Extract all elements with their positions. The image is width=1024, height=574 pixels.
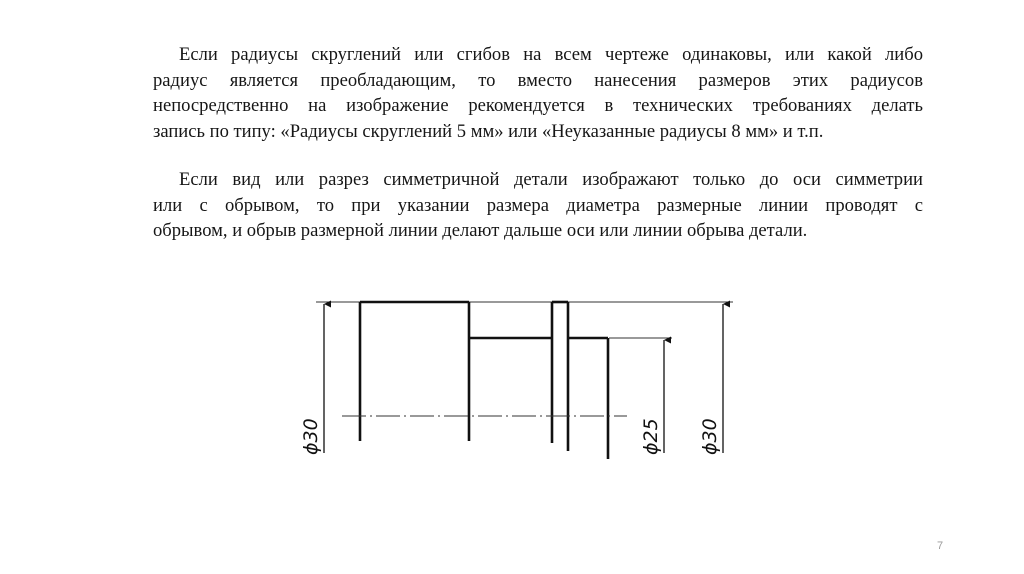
paragraph-line: или с обрывом, то при указании размера диаметра размерные линии проводят с xyxy=(153,194,923,216)
dimension-label-right: ϕ30 xyxy=(699,418,721,455)
paragraph-line: Если радиусы скруглений или сгибов на всем чертеже одинаковы, или какой либо xyxy=(179,44,923,65)
page-number: 7 xyxy=(937,540,944,552)
dimension-label-left: ϕ30 xyxy=(300,418,322,455)
dimension-lines xyxy=(324,304,723,453)
dimension-label-middle: ϕ25 xyxy=(640,418,662,455)
paragraph-line: радиус является преобладающим, то вместо нанесения размеров этих радиусов xyxy=(153,69,923,91)
paragraph-line: обрывом, и обрыв размерной линии делают дальше оси или линии обрыва детали. xyxy=(153,220,808,241)
extension-lines xyxy=(316,302,733,338)
part-outline xyxy=(360,302,608,459)
paragraph-line: непосредственно на изображение рекомендуется в технических требованиях делать xyxy=(153,95,923,116)
paragraph-line: Если вид или разрез симметричной детали изображают только до оси симметрии xyxy=(179,169,923,190)
paragraph-line: запись по типу: «Радиусы скруглений 5 мм» или «Неуказанные радиусы 8 мм» и т.п. xyxy=(153,120,824,142)
